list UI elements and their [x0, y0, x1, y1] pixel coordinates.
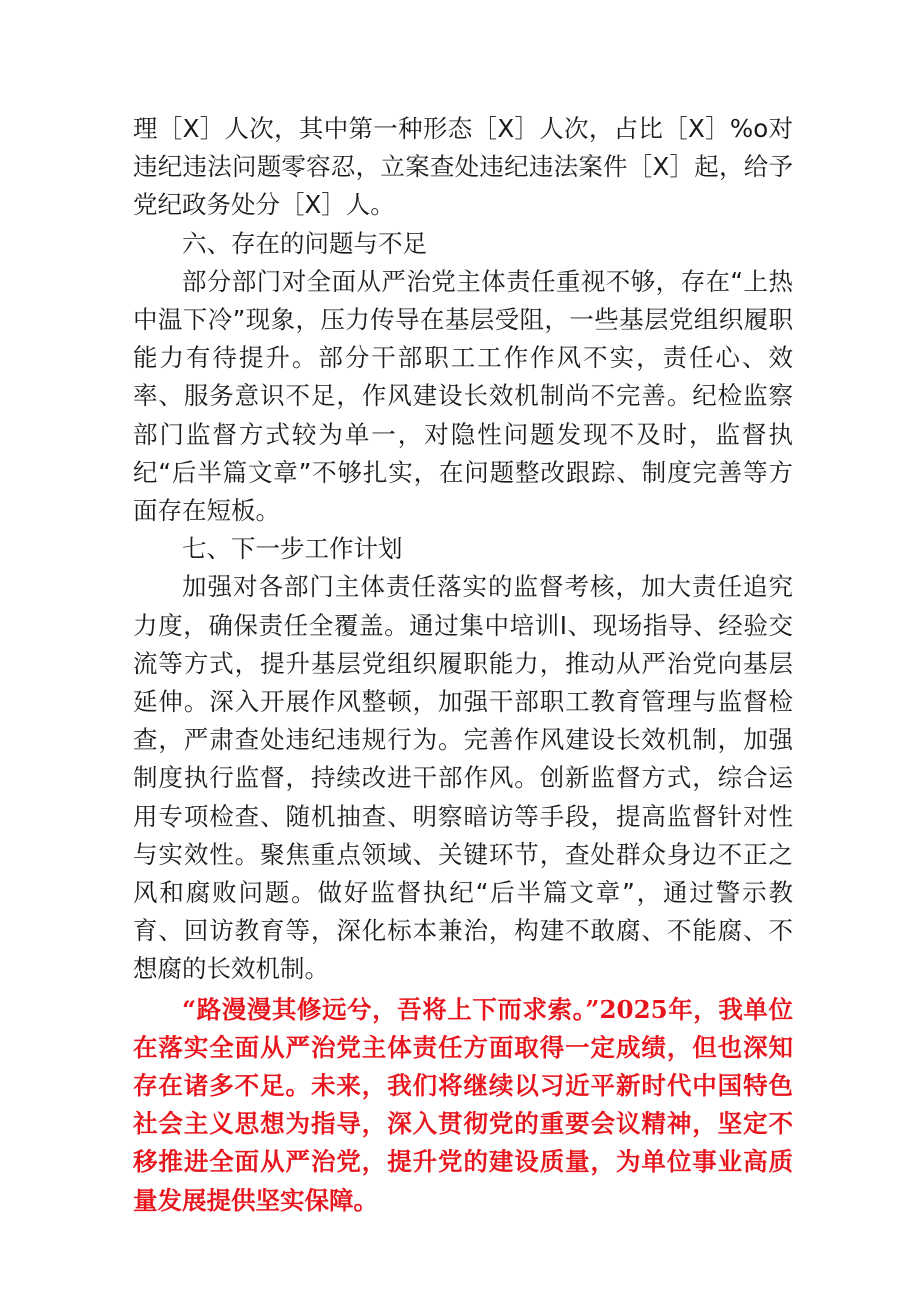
section-heading-problems: 六、存在的问题与不足	[182, 228, 427, 258]
paragraph-next-steps: 加强对各部门主体责任落实的监督考核，加大责任追究力度，确保责任全覆盖。通过集中培训I、现场指导、经验交流等方式，提升基层党组织履职能力，推动从严治党向基层延伸。深入开展作风整顿，加强干部职工教育管理与监督检查，严肃查处违纪违规行为。完善作风建设长效机制，加强制度执行监督，持续改进干部作风。创新监督方式，综合运用专项检查、随机抽查、明察暗访等手段，提高监督针对性与实效性。聚焦重点领域、关键环节，查处群众身边不正之风和腐败问题。做好监督执纪“后半篇文章”，通过警示教育、回访教育等，深化标本兼治，构建不敢腐、不能腐、不想腐的长效机制。	[133, 572, 793, 984]
paragraph-problems: 部分部门对全面从严治党主体责任重视不够，存在“上热中温下冷”现象，压力传导在基层受阻，一些基层党组织履职能力有待提升。部分干部职工工作作风不实，责任心、效率、服务意识不足，作风建设长效机制尚不完善。纪检监察部门监督方式较为单一，对隐性问题发现不及时，监督执纪“后半篇文章”不够扎实，在问题整改跟踪、制度完善等方面存在短板。	[133, 266, 793, 526]
paragraph-statistics: 理［X］人次，其中第一种形态［X］人次，占比［X］%o对违纪违法问题零容忍，立案查处违纪违法案件［X］起，给予党纪政务处分［X］人。	[133, 114, 793, 220]
section-heading-next-steps: 七、下一步工作计划	[182, 534, 403, 564]
document-body	[133, 110, 793, 1220]
paragraph-closing: “路漫漫其修远兮，吾将上下而求索。”2025年，我单位在落实全面从严治党主体责任方面取得一定成绩，但也深知存在诸多不足。未来，我们将继续以习近平新时代中国特色社会主义思想为指导，深入贯彻党的重要会议精神，坚定不移推进全面从严治党，提升党的建设质量，为单位事业高质量发展提供坚实保障。	[133, 994, 793, 1215]
